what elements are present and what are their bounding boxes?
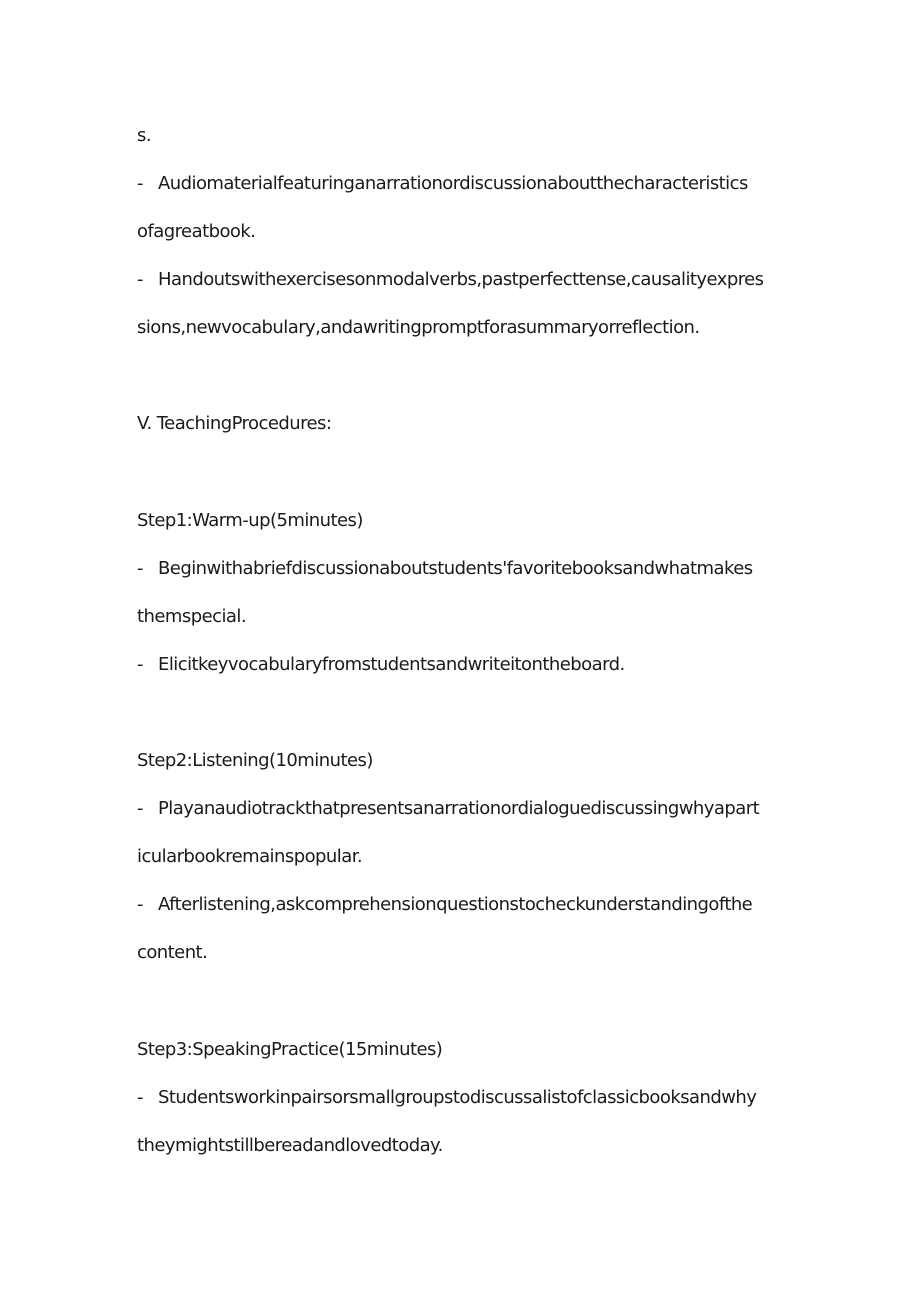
bullet-text: Beginwithabriefdiscussionaboutstudents'favoritebooksandwhatmakes <box>158 558 753 579</box>
bullet-item <box>137 1086 756 1110</box>
bullet-dash: - <box>137 173 143 194</box>
bullet-text: Afterlistening,askcomprehensionquestionstocheckunderstandingofthe <box>158 894 753 915</box>
bullet-item <box>137 172 748 196</box>
text-line: theymightstillbereadandlovedtoday. <box>137 1135 443 1156</box>
bullet-item <box>137 893 752 917</box>
bullet-dash: - <box>137 798 143 819</box>
bullet-dash: - <box>137 269 143 290</box>
bullet-item <box>137 653 625 677</box>
bullet-dash: - <box>137 894 143 915</box>
section-heading: V. TeachingProcedures: <box>137 413 332 434</box>
bullet-text: Elicitkeyvocabularyfromstudentsandwriteitontheboard. <box>158 654 625 675</box>
bullet-item <box>137 268 764 292</box>
text-line: ofagreatbook. <box>137 221 256 242</box>
bullet-text: Studentsworkinpairsorsmallgroupstodiscussalistofclassicbooksandwhy <box>158 1087 757 1108</box>
bullet-item <box>137 557 753 581</box>
text-line: icularbookremainspopular. <box>137 846 363 867</box>
step-heading: Step3:SpeakingPractice(15minutes) <box>137 1039 443 1060</box>
bullet-text: Audiomaterialfeaturinganarrationordiscussionaboutthecharacteristics <box>158 173 748 194</box>
text-line: sions,newvocabulary,andawritingpromptforasummaryorreflection. <box>137 317 700 338</box>
text-line: content. <box>137 942 208 963</box>
bullet-item <box>137 797 759 821</box>
step-heading: Step1:Warm-up(5minutes) <box>137 510 363 531</box>
bullet-dash: - <box>137 1087 143 1108</box>
step-heading: Step2:Listening(10minutes) <box>137 750 373 771</box>
bullet-dash: - <box>137 558 143 579</box>
text-line: themspecial. <box>137 606 247 627</box>
text-line: s. <box>137 125 151 146</box>
bullet-dash: - <box>137 654 143 675</box>
bullet-text: Playanaudiotrackthatpresentsanarrationordialoguediscussingwhyapart <box>158 798 760 819</box>
bullet-text: Handoutswithexercisesonmodalverbs,pastperfecttense,causalityexpres <box>158 269 764 290</box>
